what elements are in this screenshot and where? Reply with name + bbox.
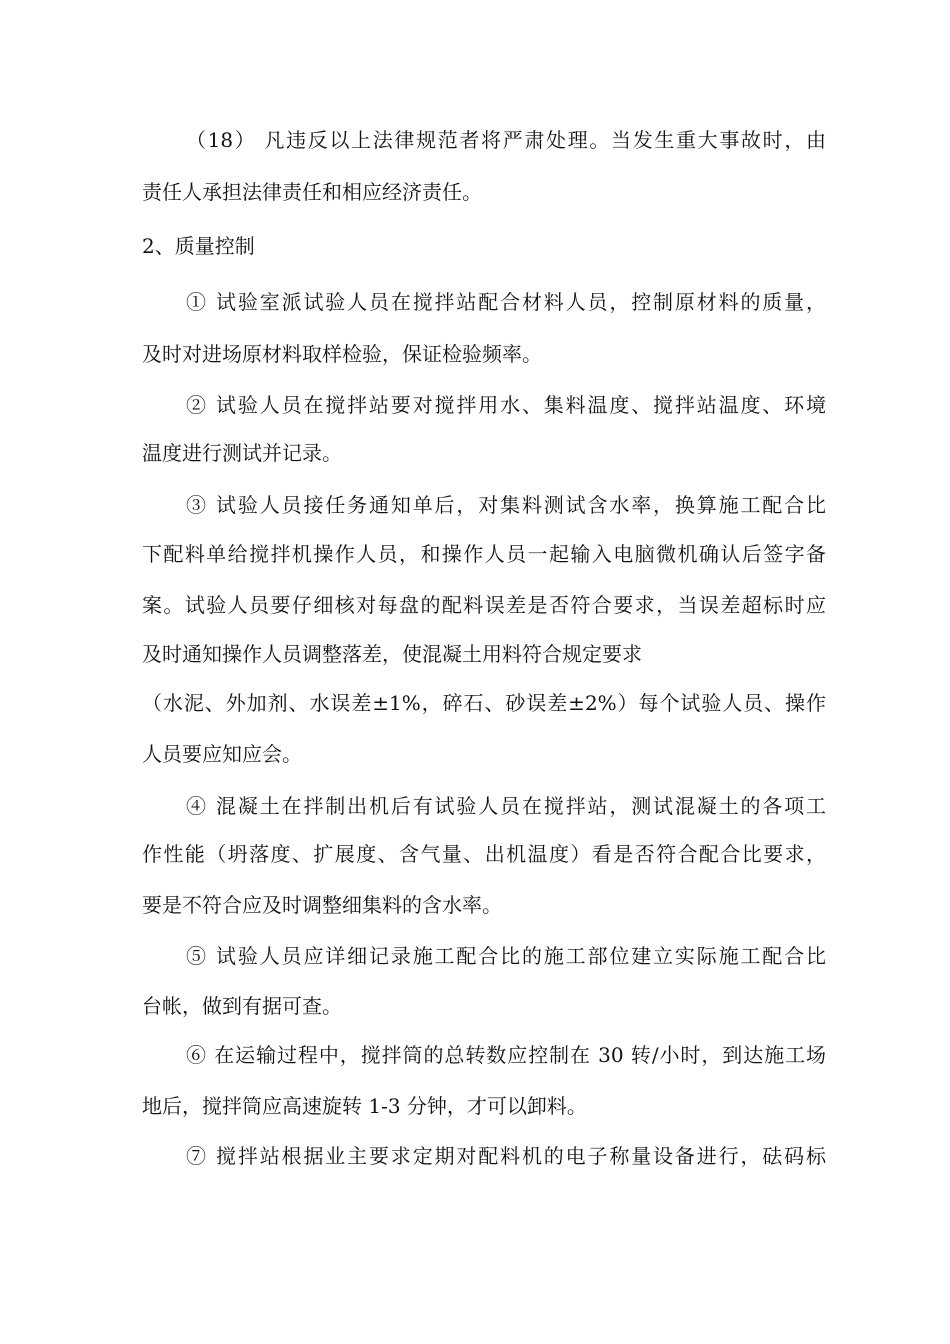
paragraph-18-line-2: 责任人承担法律责任和相应经济责任。: [142, 180, 482, 204]
item-3-line-3: 案。试验人员要仔细核对每盘的配料误差是否符合要求，当误差超标时应: [142, 593, 826, 617]
item-6-line-2: 地后，搅拌筒应高速旋转 1-3 分钟，才可以卸料。: [142, 1094, 587, 1118]
item-5-line-1: ⑤ 试验人员应详细记录施工配合比的施工部位建立实际施工配合比: [186, 944, 826, 968]
paragraph-18-line-1: （18） 凡违反以上法律规范者将严肃处理。当发生重大事故时，由: [186, 128, 826, 152]
item-5-line-2: 台帐，做到有据可查。: [142, 994, 342, 1018]
item-3-line-6: 人员要应知应会。: [142, 742, 302, 766]
section-heading: 2、质量控制: [142, 234, 255, 258]
item-4-line-2: 作性能（坍落度、扩展度、含气量、出机温度）看是否符合配合比要求，: [142, 842, 826, 866]
item-4-line-3: 要是不符合应及时调整细集料的含水率。: [142, 893, 502, 917]
item-3-line-1: ③ 试验人员接任务通知单后，对集料测试含水率，换算施工配合比: [186, 493, 826, 517]
item-2-line-2: 温度进行测试并记录。: [142, 441, 342, 465]
item-7-line-1: ⑦ 搅拌站根据业主要求定期对配料机的电子称量设备进行，砝码标: [186, 1144, 826, 1168]
item-2-line-1: ② 试验人员在搅拌站要对搅拌用水、集料温度、搅拌站温度、环境: [186, 393, 826, 417]
item-3-line-4: 及时通知操作人员调整落差，使混凝土用料符合规定要求: [142, 642, 642, 666]
item-1-line-1: ① 试验室派试验人员在搅拌站配合材料人员，控制原材料的质量，: [186, 290, 826, 314]
item-3-line-2: 下配料单给搅拌机操作人员，和操作人员一起输入电脑微机确认后签字备: [142, 542, 826, 566]
item-6-line-1: ⑥ 在运输过程中，搅拌筒的总转数应控制在 30 转/小时，到达施工场: [186, 1043, 826, 1067]
item-3-line-5: （水泥、外加剂、水误差±1%，碎石、砂误差±2%）每个试验人员、操作: [142, 691, 826, 715]
item-1-line-2: 及时对进场原材料取样检验，保证检验频率。: [142, 342, 542, 366]
item-4-line-1: ④ 混凝土在拌制出机后有试验人员在搅拌站，测试混凝土的各项工: [186, 794, 826, 818]
